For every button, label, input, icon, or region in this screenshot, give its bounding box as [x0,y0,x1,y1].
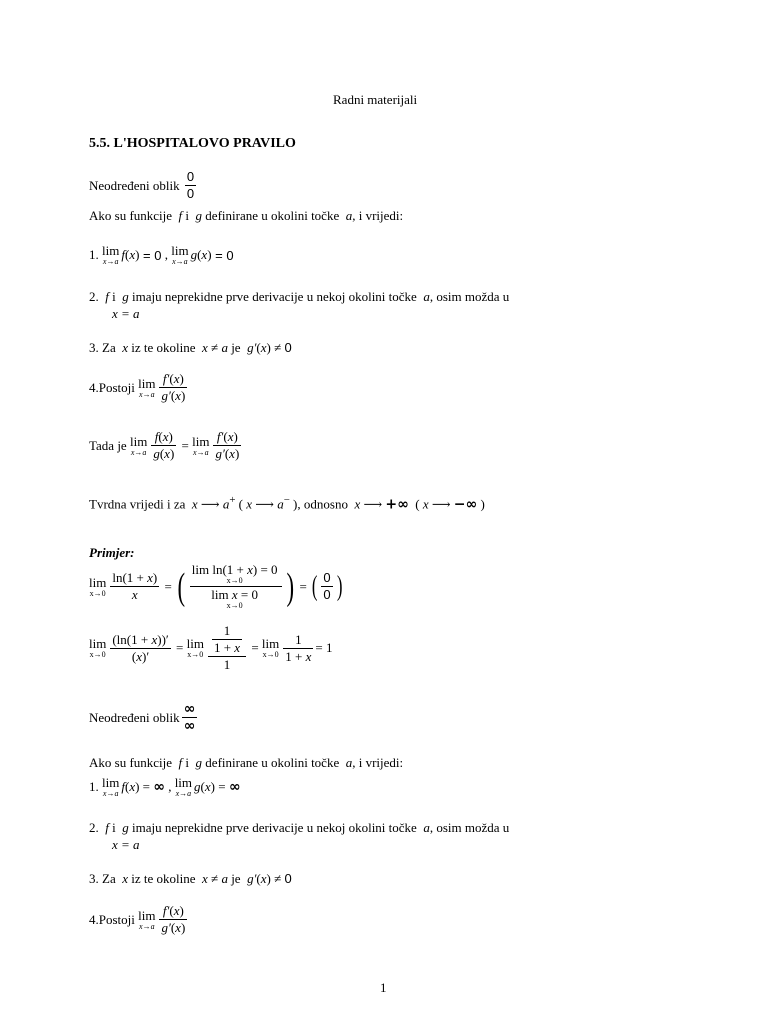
header-title: Radni materijali [333,92,418,107]
condition-1-infinity: 1. lim x→a f ( x ) = ∞ , lim x→a g ( x ) = ∞ [89,775,241,798]
form-denominator: 0 [186,186,195,201]
condition-1: 1. lim x→a f ( x ) = 0 , lim x→a g ( x ) = 0 [89,243,234,266]
example-formula-2: lim x→0 $\frac{(\ln(1 + x))'}{(x)'}$ = lim x→0 $\frac{\frac{1}{1 + x}}{1}$ = lim x→0 $\frac{1}{1 + x}$ = 1 [89,623,333,672]
condition-2-cont: x = a [112,306,140,321]
heading-text: Neodređeni oblik [89,177,180,193]
section-title: 5.5. L'HOSPITALOVO PRAVILO [89,136,296,151]
condition-2-infinity: 2. f i g imaju neprekidne prve derivacije u nekoj okolini točke a, osim možda u [89,820,510,835]
condition-2-infinity-cont: x = a [112,837,140,852]
example-formula-1: lim x→0 $\frac{\ln(1 + x)}{x}$ = ( lim ln(1 + x) = 0 x→0 lim x = 0 x→0 ) = ( $\frac{0}{0}$ ) [89,562,343,610]
tada-je-formula: Tada je lim x→a $\frac{f(x)}{g(x)}$ = lim x→a $\frac{f'(x)}{g'(x)}$ [89,429,240,461]
indeterminate-form-zero-heading [89,170,198,201]
indeterminate-form-infinity-heading: Neodređeni oblik $\frac{\infty}{\infty}$ [89,701,196,734]
condition-4: 4.Postoji lim x→a $\frac{f'(x)}{g'(x)}$ [89,371,186,403]
form-numerator: 0 [186,169,195,184]
condition-2: 2. f i g imaju neprekidne prve derivacije u nekoj okolini točke a, osim možda u [89,289,510,304]
example-label: Primjer: [89,545,135,560]
condition-3-infinity: 3. Za x iz te okoline x ≠ a je g′(x) ≠ 0 [89,871,292,886]
page-number: 1 [380,980,387,995]
intro-line-1: Ako su funkcije f i g definirane u okolini točke a, i vrijedi: [89,208,404,223]
condition-4-infinity: 4.Postoji lim x→a $\frac{f'(x)}{g'(x)}$ [89,903,186,935]
tvrdnja-line: Tvrdna vrijedi i za x ⟶ a+ ( x ⟶ a− ), odnosno x ⟶ +∞ ( x ⟶ −∞ ) [89,494,485,513]
zero-over-zero [185,170,196,201]
intro-line-2: Ako su funkcije f i g definirane u okolini točke a, i vrijedi: [89,755,404,770]
condition-3: 3. Za x iz te okoline x ≠ a je g′(x) ≠ 0 [89,340,292,355]
